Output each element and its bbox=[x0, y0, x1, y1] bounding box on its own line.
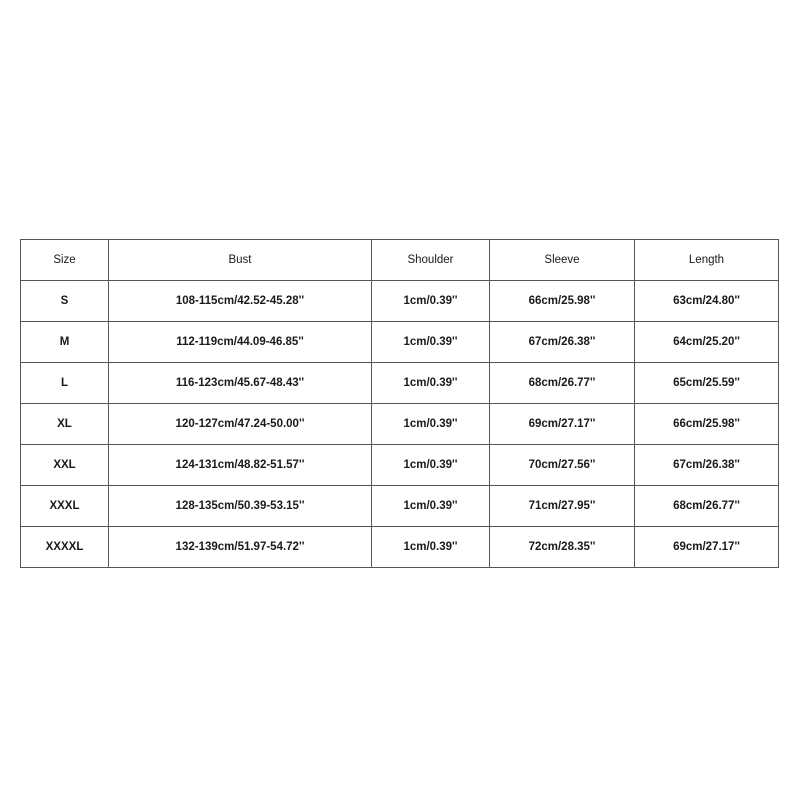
table-row bbox=[21, 322, 779, 363]
table-row bbox=[21, 281, 779, 322]
bust-cell: 128-135cm/50.39-53.15'' bbox=[109, 486, 372, 527]
sleeve-cell: 72cm/28.35'' bbox=[490, 527, 635, 568]
size-cell: XL bbox=[21, 404, 109, 445]
table-row bbox=[21, 363, 779, 404]
shoulder-cell: 1cm/0.39'' bbox=[372, 322, 490, 363]
length-cell: 64cm/25.20'' bbox=[635, 322, 779, 363]
size-chart-table bbox=[20, 239, 779, 568]
shoulder-cell: 1cm/0.39'' bbox=[372, 363, 490, 404]
size-cell: XXL bbox=[21, 445, 109, 486]
sleeve-cell: 69cm/27.17'' bbox=[490, 404, 635, 445]
shoulder-cell: 1cm/0.39'' bbox=[372, 404, 490, 445]
sleeve-cell: 71cm/27.95'' bbox=[490, 486, 635, 527]
length-cell: 68cm/26.77'' bbox=[635, 486, 779, 527]
size-cell: L bbox=[21, 363, 109, 404]
header-bust: Bust bbox=[109, 240, 372, 281]
length-cell: 69cm/27.17'' bbox=[635, 527, 779, 568]
size-cell: XXXL bbox=[21, 486, 109, 527]
shoulder-cell: 1cm/0.39'' bbox=[372, 527, 490, 568]
size-cell: S bbox=[21, 281, 109, 322]
sleeve-cell: 68cm/26.77'' bbox=[490, 363, 635, 404]
shoulder-cell: 1cm/0.39'' bbox=[372, 445, 490, 486]
bust-cell: 124-131cm/48.82-51.57'' bbox=[109, 445, 372, 486]
header-size: Size bbox=[21, 240, 109, 281]
header-length: Length bbox=[635, 240, 779, 281]
bust-cell: 120-127cm/47.24-50.00'' bbox=[109, 404, 372, 445]
bust-cell: 108-115cm/42.52-45.28'' bbox=[109, 281, 372, 322]
shoulder-cell: 1cm/0.39'' bbox=[372, 281, 490, 322]
table-row bbox=[21, 404, 779, 445]
header-shoulder: Shoulder bbox=[372, 240, 490, 281]
bust-cell: 112-119cm/44.09-46.85'' bbox=[109, 322, 372, 363]
bust-cell: 132-139cm/51.97-54.72'' bbox=[109, 527, 372, 568]
shoulder-cell: 1cm/0.39'' bbox=[372, 486, 490, 527]
table-row bbox=[21, 527, 779, 568]
sleeve-cell: 70cm/27.56'' bbox=[490, 445, 635, 486]
length-cell: 65cm/25.59'' bbox=[635, 363, 779, 404]
length-cell: 67cm/26.38'' bbox=[635, 445, 779, 486]
table-header-row bbox=[21, 240, 779, 281]
length-cell: 66cm/25.98'' bbox=[635, 404, 779, 445]
size-cell: M bbox=[21, 322, 109, 363]
length-cell: 63cm/24.80'' bbox=[635, 281, 779, 322]
size-cell: XXXXL bbox=[21, 527, 109, 568]
bust-cell: 116-123cm/45.67-48.43'' bbox=[109, 363, 372, 404]
table-row bbox=[21, 445, 779, 486]
sleeve-cell: 66cm/25.98'' bbox=[490, 281, 635, 322]
header-sleeve: Sleeve bbox=[490, 240, 635, 281]
table-row bbox=[21, 486, 779, 527]
sleeve-cell: 67cm/26.38'' bbox=[490, 322, 635, 363]
